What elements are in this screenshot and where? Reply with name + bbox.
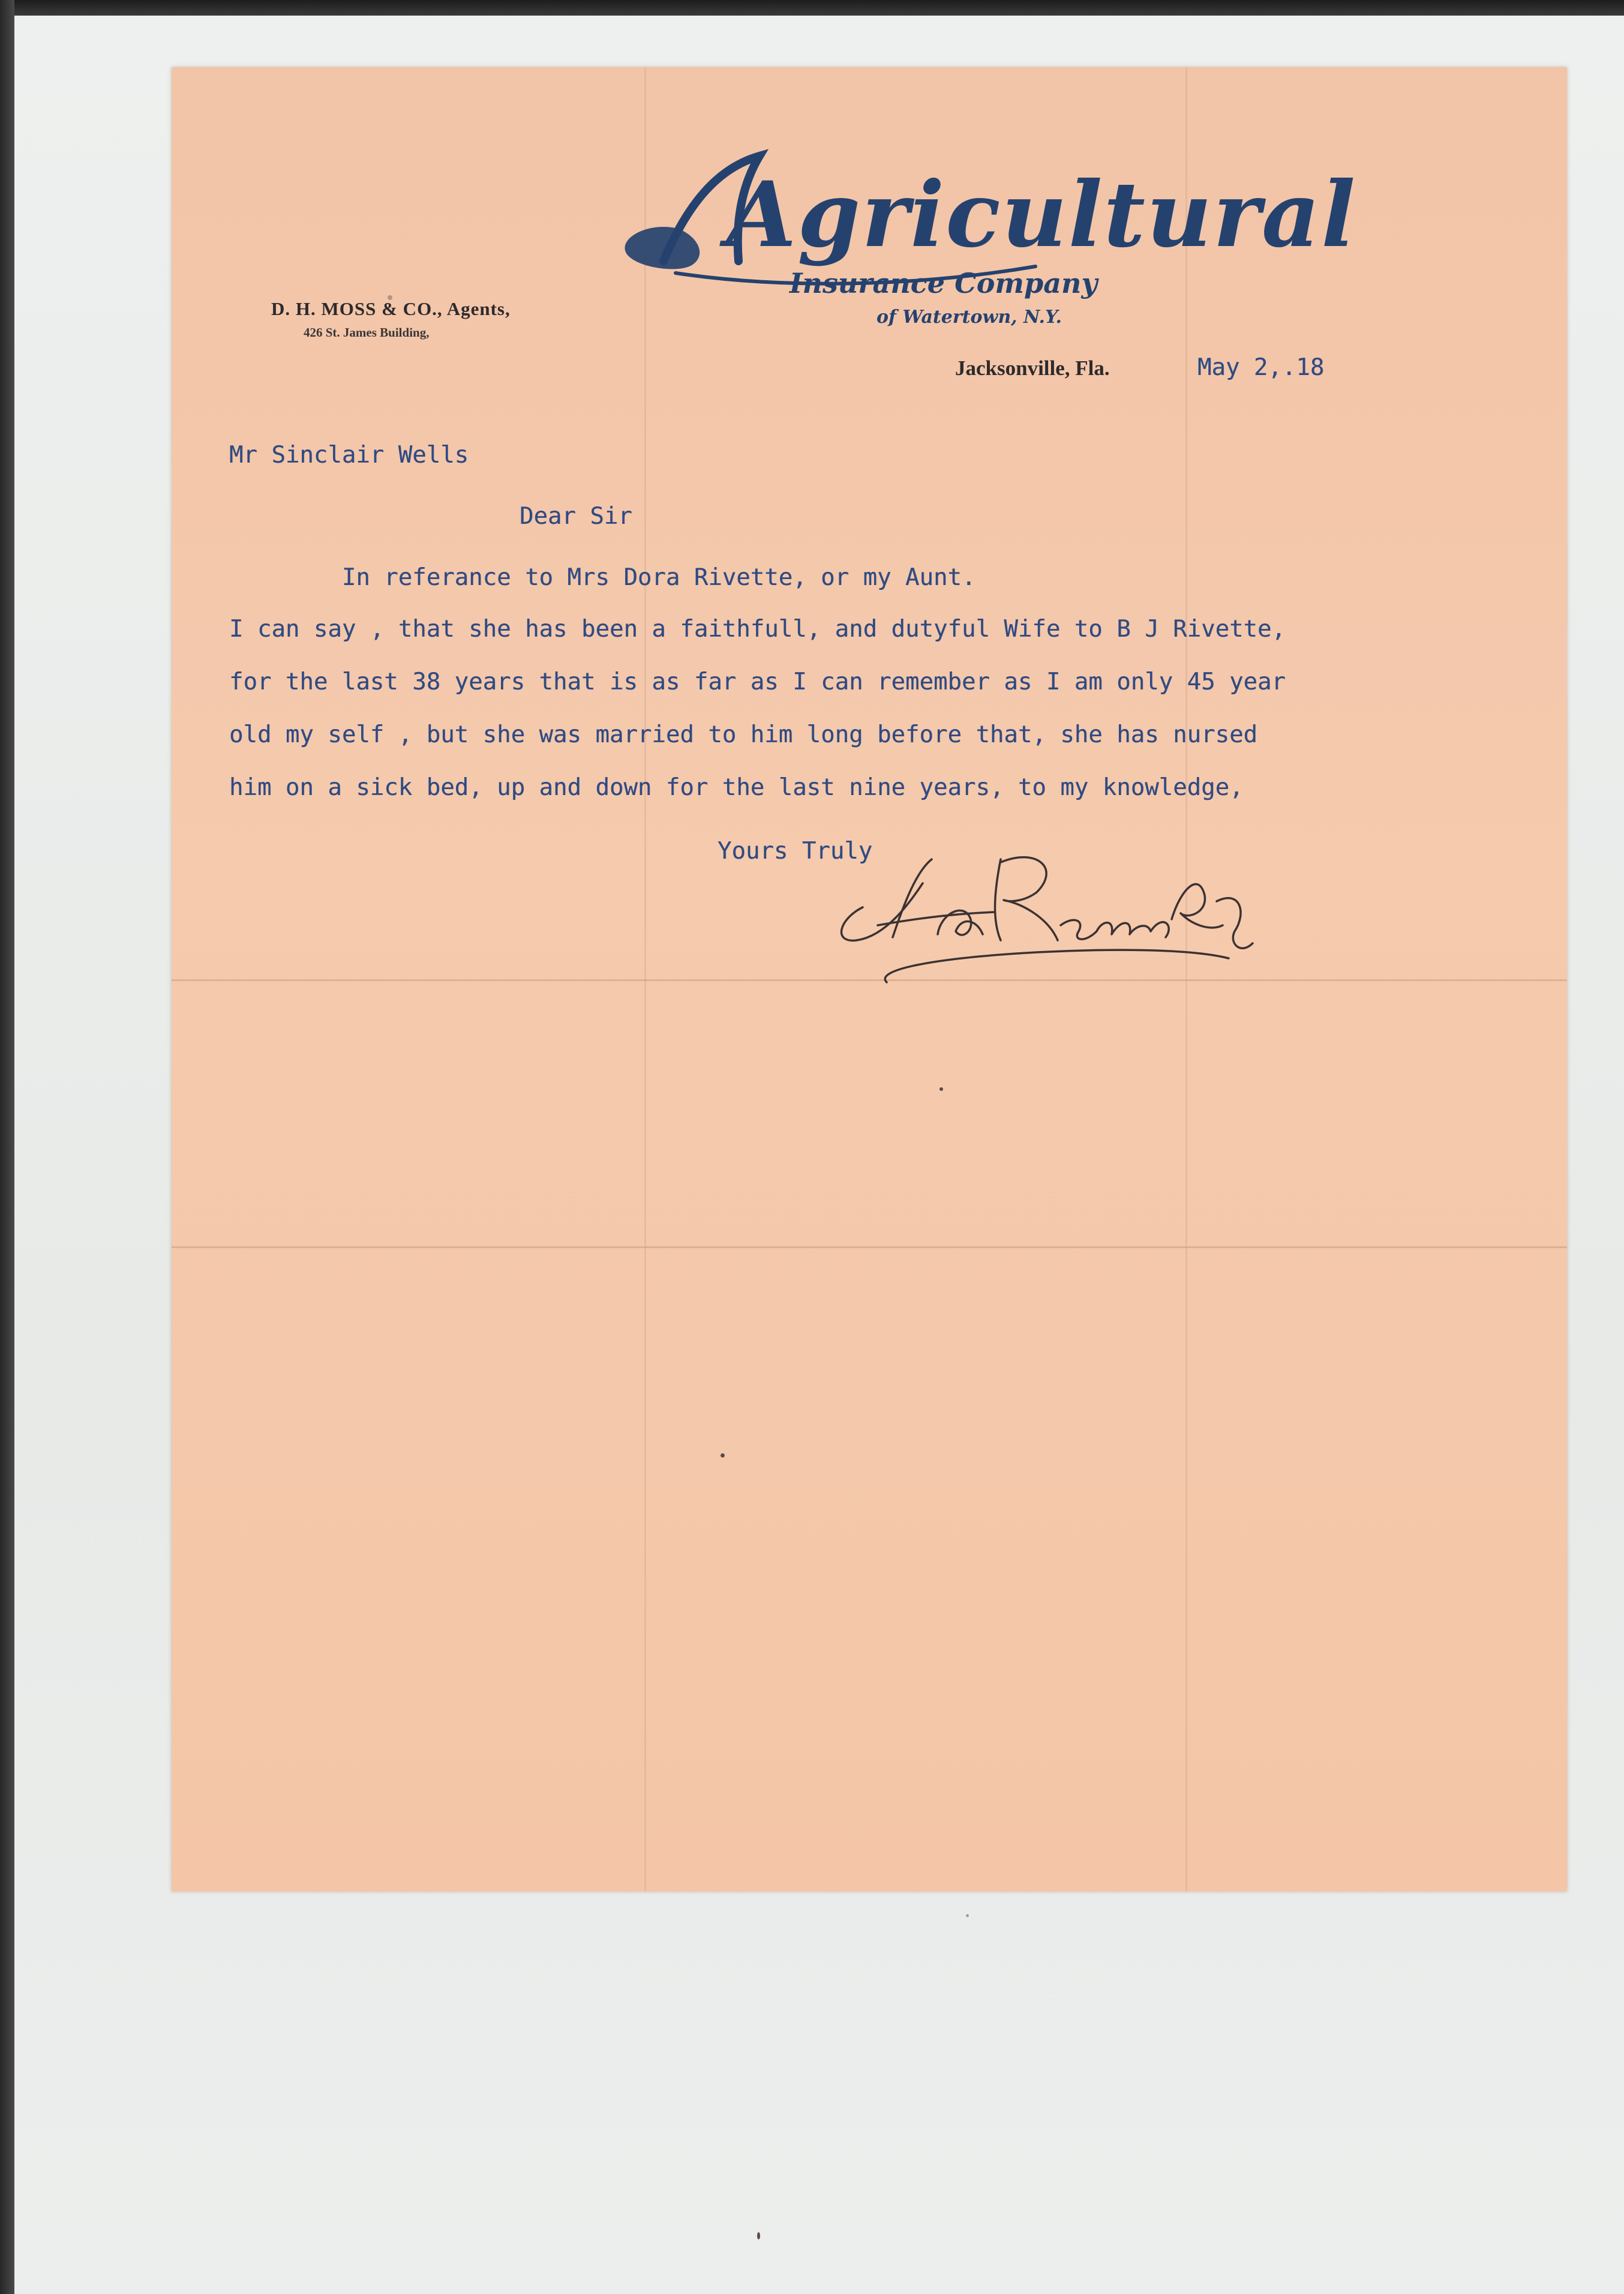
- letter-body-line: for the last 38 years that is as far as I can remember as I am only 45 year: [229, 668, 1286, 695]
- logo-location: of Watertown, N.Y.: [876, 307, 1062, 328]
- letter-date: May 2,.18: [1197, 354, 1325, 381]
- company-logo: [604, 132, 1357, 348]
- letter-recipient: Mr Sinclair Wells: [229, 442, 469, 469]
- scanner-border-left: [0, 0, 14, 2294]
- letter-body-line: him on a sick bed, up and down for the last nine years, to my knowledge,: [229, 774, 1244, 801]
- letter-salutation: Dear Sir: [520, 503, 632, 530]
- agent-address: 426 St. James Building,: [304, 325, 430, 340]
- paper-speck: [721, 1453, 725, 1458]
- scan-speck: [757, 2232, 760, 2239]
- letter-body-line: I can say , that she has been a faithfull, and dutyful Wife to B J Rivette,: [229, 616, 1286, 643]
- fold-line-horizontal: [172, 1246, 1567, 1248]
- signature: [821, 835, 1277, 1051]
- letter-closing: Yours Truly: [718, 838, 873, 865]
- letter-body-line: old my self , but she was married to him long before that, she has nursed: [229, 721, 1258, 748]
- logo-subtitle: Insurance Company: [790, 267, 1098, 299]
- letter-body-line: In referance to Mrs Dora Rivette, or my Aunt.: [229, 564, 976, 591]
- agent-name: D. H. MOSS & CO., Agents,: [271, 298, 511, 319]
- scan-speck: [966, 1914, 969, 1917]
- letterhead-city: Jacksonville, Fla.: [955, 356, 1110, 380]
- logo-title: Agricultural: [727, 162, 1357, 268]
- letter-sheet: [172, 67, 1567, 1891]
- paper-speck: [388, 295, 392, 300]
- paper-speck: [939, 1087, 943, 1091]
- scanner-border-top: [0, 0, 1624, 16]
